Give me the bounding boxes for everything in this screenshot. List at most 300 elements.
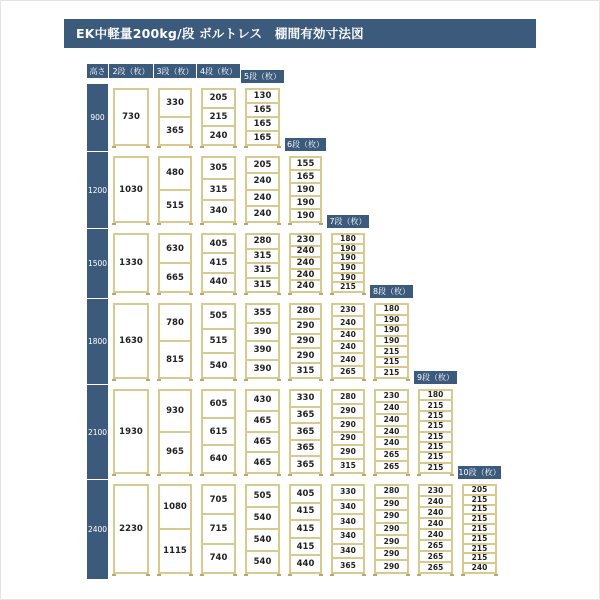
- rack-foot: [330, 293, 334, 295]
- gap-value: 290: [383, 524, 400, 533]
- gap-value: 290: [383, 549, 400, 558]
- rack-shelf: [201, 291, 236, 293]
- rack-shelf: [289, 389, 322, 391]
- rack-shelf: [245, 431, 280, 433]
- rack-foot: [233, 146, 237, 148]
- rack-icon: [331, 303, 365, 379]
- gap-value: 365: [296, 410, 315, 420]
- gap-value: 215: [383, 368, 400, 377]
- gap-value: 265: [427, 541, 444, 550]
- rack-foot: [157, 293, 161, 295]
- rack-cell: [197, 385, 240, 479]
- rack-shelf: [158, 528, 192, 530]
- rack-shelf: [331, 513, 365, 515]
- rack-foot: [200, 574, 204, 576]
- rack-foot: [362, 293, 366, 295]
- gap-value: 240: [253, 209, 272, 219]
- rack-cell: [370, 299, 413, 384]
- rack-shelf: [331, 557, 365, 559]
- gap-value: 480: [166, 168, 184, 178]
- rack-shelf: [331, 389, 365, 391]
- rack-shelf: [289, 455, 322, 457]
- rack-foot: [494, 574, 498, 576]
- gap-value: 390: [253, 345, 272, 355]
- rack-shelf: [201, 125, 236, 127]
- gap-value: 215: [471, 553, 488, 562]
- gap-value: 440: [209, 277, 228, 287]
- gap-value: 205: [209, 93, 228, 103]
- gap-value: 215: [383, 357, 400, 366]
- gap-value: 1030: [119, 185, 143, 195]
- rack-shelf: [289, 484, 322, 486]
- rack-icon: [158, 484, 192, 574]
- rack-icon: [201, 484, 236, 574]
- rack-foot: [330, 574, 334, 576]
- height-label-1800: 1800: [87, 299, 108, 384]
- rack-foot: [288, 474, 292, 476]
- rack-foot: [112, 574, 116, 576]
- rack-shelf: [418, 572, 453, 574]
- tier-header-5: 5段（枚）: [241, 70, 284, 83]
- gap-value: 330: [166, 98, 184, 108]
- rack-shelf: [289, 291, 322, 293]
- rack-foot: [146, 574, 150, 576]
- rack-shelf: [201, 221, 236, 223]
- gap-value: 240: [383, 427, 400, 436]
- rack-icon: [289, 303, 322, 379]
- gap-value: 290: [340, 447, 356, 456]
- rack-foot: [277, 293, 281, 295]
- gap-value: 155: [296, 159, 315, 169]
- rack-shelf: [201, 484, 236, 486]
- gap-value: 190: [340, 263, 356, 272]
- gap-value: 365: [340, 561, 356, 570]
- gap-value: 355: [253, 308, 272, 318]
- rack-shelf: [158, 221, 192, 223]
- gap-value: 540: [253, 557, 272, 567]
- gap-value: 405: [296, 489, 315, 499]
- gap-value: 230: [383, 391, 400, 400]
- rack-shelf: [245, 410, 280, 412]
- rack-foot: [362, 474, 366, 476]
- gap-value: 340: [340, 546, 356, 555]
- gap-value: 190: [340, 244, 356, 253]
- gap-value: 240: [253, 176, 272, 186]
- rack-cell: [285, 229, 326, 298]
- rack-foot: [157, 223, 161, 225]
- rack-icon: [331, 233, 365, 293]
- rack-shelf: [158, 262, 192, 264]
- chart-title: EK中軽量200kg/段 ボルトレス 棚間有効寸法図: [76, 26, 364, 41]
- gap-value: 540: [209, 361, 228, 371]
- gap-value: 215: [340, 282, 356, 291]
- rack-shelf: [245, 144, 280, 146]
- rack-icon: [158, 156, 192, 223]
- rack-cell: [370, 480, 413, 579]
- rack-cell: [414, 480, 457, 579]
- rack-icon: [289, 156, 322, 223]
- rack-shelf: [289, 347, 322, 349]
- rack-shelf: [158, 88, 192, 90]
- gap-value: 190: [383, 315, 400, 324]
- rack-cell: [109, 84, 153, 151]
- gap-value: 440: [296, 559, 315, 569]
- rack-shelf: [331, 315, 365, 317]
- rack-foot: [233, 474, 237, 476]
- rack-shelf: [289, 519, 322, 521]
- rack-icon: [158, 88, 192, 146]
- rack-shelf: [201, 417, 236, 419]
- gap-value: 190: [383, 325, 400, 334]
- rack-shelf: [113, 377, 149, 379]
- rack-icon: [113, 303, 149, 379]
- rack-shelf: [113, 291, 149, 293]
- rack-foot: [319, 223, 323, 225]
- gap-value: 540: [253, 513, 272, 523]
- rack-foot: [189, 293, 193, 295]
- rack-shelf: [201, 144, 236, 146]
- gap-value: 365: [296, 460, 315, 470]
- gap-value: 215: [471, 524, 488, 533]
- gap-value: 505: [253, 491, 272, 501]
- rack-foot: [146, 474, 150, 476]
- rack-cell: [154, 84, 196, 151]
- gap-value: 465: [253, 416, 272, 426]
- gap-value: 215: [209, 112, 228, 122]
- gap-value: 930: [166, 406, 184, 416]
- rack-cell: [370, 385, 413, 479]
- rack-shelf: [289, 221, 322, 223]
- rack-shelf: [158, 233, 192, 235]
- rack-shelf: [158, 484, 192, 486]
- gap-value: 265: [427, 552, 444, 561]
- gap-value: 165: [296, 172, 315, 182]
- rack-foot: [319, 474, 323, 476]
- gap-value: 165: [253, 105, 272, 115]
- gap-value: 390: [253, 327, 272, 337]
- gap-value: 240: [427, 497, 444, 506]
- rack-shelf: [113, 484, 149, 486]
- rack-shelf: [113, 472, 149, 474]
- gap-value: 465: [253, 437, 272, 447]
- rack-shelf: [289, 406, 322, 408]
- rack-icon: [158, 233, 192, 293]
- rack-cell: [197, 480, 240, 579]
- rack-shelf: [201, 178, 236, 180]
- rack-cell: [285, 385, 326, 479]
- rack-foot: [450, 474, 454, 476]
- rack-shelf: [245, 262, 280, 264]
- rack-shelf: [289, 182, 322, 184]
- gap-value: 705: [209, 495, 228, 505]
- rack-shelf: [331, 291, 365, 293]
- gap-value: 215: [471, 534, 488, 543]
- rack-foot: [157, 146, 161, 148]
- rack-shelf: [158, 389, 192, 391]
- rack-shelf: [201, 389, 236, 391]
- gap-value: 240: [471, 563, 488, 572]
- rack-shelf: [245, 377, 280, 379]
- gap-value: 780: [166, 318, 184, 328]
- rack-foot: [362, 379, 366, 381]
- rack-shelf: [201, 233, 236, 235]
- rack-icon: [201, 88, 236, 146]
- gap-value: 390: [253, 364, 272, 374]
- height-header: 高さ: [87, 64, 108, 78]
- rack-foot: [373, 574, 377, 576]
- rack-foot: [200, 146, 204, 148]
- gap-value: 290: [296, 336, 315, 346]
- rack-shelf: [158, 156, 192, 158]
- rack-shelf: [331, 528, 365, 530]
- gap-value: 365: [296, 443, 315, 453]
- rack-shelf: [245, 340, 280, 342]
- rack-icon: [245, 303, 280, 379]
- rack-shelf: [418, 472, 453, 474]
- gap-value: 215: [427, 432, 444, 441]
- gap-value: 290: [296, 321, 315, 331]
- rack-cell: [327, 385, 369, 479]
- rack-shelf: [245, 572, 280, 574]
- rack-shelf: [289, 333, 322, 335]
- rack-foot: [244, 379, 248, 381]
- rack-foot: [406, 574, 410, 576]
- rack-shelf: [201, 156, 236, 158]
- gap-value: 415: [296, 524, 315, 534]
- gap-value: 365: [166, 126, 184, 136]
- rack-foot: [330, 379, 334, 381]
- gap-value: 240: [340, 342, 356, 351]
- rack-shelf: [289, 208, 322, 210]
- gap-value: 290: [296, 351, 315, 361]
- gap-value: 240: [427, 508, 444, 517]
- gap-value: 305: [209, 163, 228, 173]
- rack-foot: [112, 474, 116, 476]
- rack-shelf: [289, 377, 322, 379]
- rack-shelf: [201, 377, 236, 379]
- rack-shelf: [374, 534, 409, 536]
- height-label-2100: 2100: [87, 385, 108, 479]
- rack-icon: [289, 233, 322, 293]
- gap-value: 315: [296, 366, 315, 376]
- rack-shelf: [113, 233, 149, 235]
- gap-value: 240: [383, 415, 400, 424]
- rack-foot: [189, 574, 193, 576]
- rack-foot: [112, 293, 116, 295]
- rack-icon: [289, 389, 322, 474]
- rack-cell: [154, 299, 196, 384]
- rack-shelf: [245, 550, 280, 552]
- rack-shelf: [245, 88, 280, 90]
- gap-value: 205: [253, 160, 272, 170]
- rack-shelf: [245, 156, 280, 158]
- gap-value: 605: [209, 399, 228, 409]
- rack-cell: [241, 229, 284, 298]
- rack-shelf: [158, 340, 192, 342]
- gap-value: 1080: [163, 502, 187, 512]
- rack-shelf: [201, 199, 236, 201]
- rack-cell: [197, 229, 240, 298]
- gap-value: 315: [253, 280, 272, 290]
- gap-value: 215: [471, 495, 488, 504]
- rack-foot: [277, 379, 281, 381]
- gap-value: 730: [122, 112, 140, 122]
- rack-foot: [319, 379, 323, 381]
- gap-value: 240: [296, 270, 315, 280]
- gap-value: 315: [253, 265, 272, 275]
- rack-shelf: [331, 403, 365, 405]
- rack-shelf: [245, 484, 280, 486]
- rack-foot: [362, 574, 366, 576]
- rack-foot: [277, 223, 281, 225]
- rack-cell: [154, 385, 196, 479]
- rack-cell: [285, 480, 326, 579]
- rack-shelf: [158, 116, 192, 118]
- rack-shelf: [113, 221, 149, 223]
- rack-foot: [244, 223, 248, 225]
- rack-foot: [112, 146, 116, 148]
- rack-shelf: [289, 439, 322, 441]
- rack-shelf: [289, 422, 322, 424]
- rack-shelf: [245, 322, 280, 324]
- rack-icon: [245, 389, 280, 474]
- rack-shelf: [289, 156, 322, 158]
- gap-value: 165: [253, 133, 272, 143]
- gap-value: 240: [340, 355, 356, 364]
- rack-shelf: [201, 303, 236, 305]
- rack-cell: [109, 152, 153, 228]
- rack-foot: [189, 223, 193, 225]
- rack-foot: [200, 293, 204, 295]
- gap-value: 215: [471, 514, 488, 523]
- gap-value: 180: [340, 234, 356, 243]
- rack-shelf: [331, 444, 365, 446]
- rack-shelf: [289, 472, 322, 474]
- rack-icon: [374, 389, 409, 474]
- rack-shelf: [289, 303, 322, 305]
- rack-cell: [109, 229, 153, 298]
- rack-shelf: [245, 233, 280, 235]
- rack-foot: [319, 293, 323, 295]
- rack-foot: [288, 379, 292, 381]
- rack-foot: [112, 379, 116, 381]
- rack-shelf: [289, 169, 322, 171]
- rack-icon: [462, 484, 497, 574]
- rack-foot: [233, 574, 237, 576]
- gap-value: 265: [427, 563, 444, 572]
- rack-shelf: [289, 554, 322, 556]
- gap-value: 340: [340, 517, 356, 526]
- rack-shelf: [158, 303, 192, 305]
- rack-foot: [417, 574, 421, 576]
- rack-shelf: [245, 451, 280, 453]
- gap-value: 315: [253, 251, 272, 261]
- rack-icon: [201, 303, 236, 379]
- rack-shelf: [158, 189, 192, 191]
- rack-icon: [158, 389, 192, 474]
- rack-foot: [189, 146, 193, 148]
- rack-shelf: [289, 502, 322, 504]
- rack-cell: [109, 299, 153, 384]
- rack-icon: [331, 484, 365, 574]
- rack-shelf: [113, 389, 149, 391]
- gap-value: 505: [209, 311, 228, 321]
- height-label-1500: 1500: [87, 229, 108, 298]
- rack-shelf: [331, 572, 365, 574]
- gap-value: 190: [296, 198, 315, 208]
- rack-icon: [289, 484, 322, 574]
- rack-cell: [327, 229, 369, 298]
- rack-shelf: [245, 130, 280, 132]
- gap-value: 1330: [119, 258, 143, 268]
- rack-shelf: [201, 88, 236, 90]
- rack-shelf: [113, 88, 149, 90]
- gap-value: 190: [296, 185, 315, 195]
- gap-value: 405: [209, 239, 228, 249]
- gap-value: 290: [383, 562, 400, 571]
- rack-cell: [285, 299, 326, 384]
- rack-cell: [241, 299, 284, 384]
- tier-header-7: 7段（枚）: [327, 215, 369, 228]
- rack-cell: [109, 385, 153, 479]
- rack-icon: [113, 156, 149, 223]
- tier-header-3: 3段（枚）: [154, 64, 196, 78]
- rack-foot: [277, 146, 281, 148]
- rack-shelf: [113, 303, 149, 305]
- rack-foot: [288, 223, 292, 225]
- rack-foot: [189, 379, 193, 381]
- gap-value: 340: [340, 502, 356, 511]
- rack-shelf: [158, 431, 192, 433]
- rack-shelf: [158, 291, 192, 293]
- gap-value: 315: [209, 185, 228, 195]
- rack-foot: [233, 223, 237, 225]
- rack-cell: [458, 480, 501, 579]
- rack-shelf: [245, 528, 280, 530]
- gap-value: 215: [471, 504, 488, 513]
- rack-shelf: [245, 248, 280, 250]
- gap-value: 215: [427, 452, 444, 461]
- rack-cell: [197, 84, 240, 151]
- rack-foot: [157, 379, 161, 381]
- rack-cell: [197, 152, 240, 228]
- tier-header-2: 2段（枚）: [109, 64, 153, 78]
- rack-shelf: [158, 472, 192, 474]
- rack-shelf: [331, 417, 365, 419]
- rack-foot: [330, 474, 334, 476]
- rack-shelf: [331, 472, 365, 474]
- rack-shelf: [289, 537, 322, 539]
- gap-value: 230: [296, 235, 315, 245]
- gap-value: 190: [383, 336, 400, 345]
- rack-foot: [373, 379, 377, 381]
- rack-cell: [241, 385, 284, 479]
- gap-value: 290: [340, 433, 356, 442]
- gap-value: 240: [383, 403, 400, 412]
- gap-value: 515: [209, 336, 228, 346]
- rack-shelf: [245, 291, 280, 293]
- rack-foot: [277, 474, 281, 476]
- rack-shelf: [245, 303, 280, 305]
- rack-icon: [201, 156, 236, 223]
- rack-foot: [146, 146, 150, 148]
- rack-foot: [157, 474, 161, 476]
- rack-shelf: [201, 444, 236, 446]
- rack-shelf: [245, 359, 280, 361]
- rack-icon: [418, 389, 453, 474]
- rack-foot: [244, 146, 248, 148]
- rack-shelf: [201, 107, 236, 109]
